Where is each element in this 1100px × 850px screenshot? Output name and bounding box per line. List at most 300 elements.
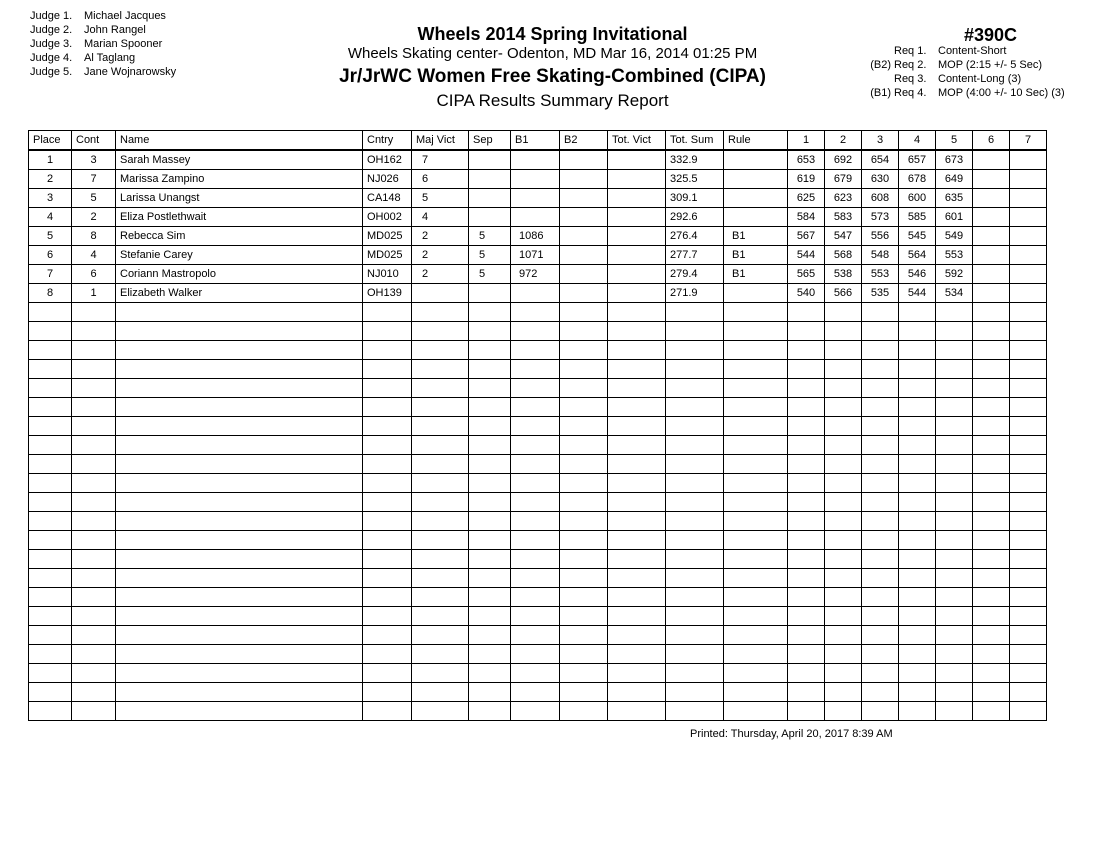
table-cell (469, 341, 511, 360)
table-cell (724, 284, 788, 303)
table-cell (560, 645, 608, 664)
table-cell (511, 550, 560, 569)
table-cell (511, 360, 560, 379)
table-cell (511, 702, 560, 721)
table-cell (788, 702, 825, 721)
table-cell: 630 (862, 170, 899, 189)
table-cell (973, 189, 1010, 208)
table-cell: 592 (936, 265, 973, 284)
table-cell (788, 379, 825, 398)
table-cell (973, 398, 1010, 417)
printed-timestamp: Printed: Thursday, April 20, 2017 8:39 AM (690, 728, 893, 740)
table-cell (724, 512, 788, 531)
table-cell (469, 303, 511, 322)
table-cell: 573 (862, 208, 899, 227)
table-cell (608, 664, 666, 683)
table-cell (973, 455, 1010, 474)
judge-label: Judge 4. (30, 52, 73, 64)
result-row (29, 150, 1047, 170)
table-cell (560, 569, 608, 588)
table-cell (973, 436, 1010, 455)
table-cell (1010, 474, 1047, 493)
table-cell (1010, 303, 1047, 322)
table-cell (608, 360, 666, 379)
table-cell (899, 702, 936, 721)
requirement-entry (860, 86, 1065, 100)
table-cell (666, 588, 724, 607)
table-cell (788, 474, 825, 493)
column-header: Sep (469, 131, 511, 151)
table-cell (1010, 341, 1047, 360)
result-row (29, 227, 1047, 246)
table-cell (936, 493, 973, 512)
table-cell (862, 360, 899, 379)
column-header: 7 (1010, 131, 1047, 151)
table-cell (412, 569, 469, 588)
table-cell (1010, 360, 1047, 379)
empty-row (29, 417, 1047, 436)
table-cell (788, 455, 825, 474)
empty-row (29, 645, 1047, 664)
table-cell (116, 455, 363, 474)
table-cell (825, 493, 862, 512)
table-cell (936, 588, 973, 607)
table-cell (560, 702, 608, 721)
table-cell (973, 512, 1010, 531)
table-cell (560, 208, 608, 227)
table-cell: 678 (899, 170, 936, 189)
table-cell (72, 512, 116, 531)
table-cell (363, 550, 412, 569)
table-cell (116, 379, 363, 398)
column-header: Cont (72, 131, 116, 151)
table-cell (511, 379, 560, 398)
table-cell (608, 189, 666, 208)
table-cell (899, 436, 936, 455)
table-cell (412, 683, 469, 702)
table-cell (936, 550, 973, 569)
table-cell (560, 588, 608, 607)
requirement-text: Content-Long (3) (938, 73, 1022, 85)
table-cell (825, 341, 862, 360)
judge-entry (30, 37, 176, 51)
table-cell (29, 341, 72, 360)
table-cell: 2 (412, 227, 469, 246)
table-cell (116, 683, 363, 702)
table-cell (511, 341, 560, 360)
table-cell (412, 493, 469, 512)
table-cell (29, 474, 72, 493)
table-cell (862, 683, 899, 702)
table-cell (608, 493, 666, 512)
table-cell (825, 702, 862, 721)
table-cell (608, 474, 666, 493)
table-cell: 619 (788, 170, 825, 189)
table-cell (724, 189, 788, 208)
table-cell: 5 (29, 227, 72, 246)
table-cell (412, 474, 469, 493)
empty-row (29, 607, 1047, 626)
table-cell (469, 626, 511, 645)
table-header-row (29, 131, 1047, 151)
table-cell (560, 284, 608, 303)
table-cell (608, 607, 666, 626)
table-cell (116, 550, 363, 569)
table-cell (1010, 246, 1047, 265)
table-cell (608, 170, 666, 189)
table-cell (363, 512, 412, 531)
table-cell (363, 569, 412, 588)
table-cell (724, 455, 788, 474)
table-cell (469, 645, 511, 664)
table-cell (29, 664, 72, 683)
table-cell (363, 474, 412, 493)
table-cell (862, 398, 899, 417)
table-cell: OH139 (363, 284, 412, 303)
table-cell: 549 (936, 227, 973, 246)
table-cell: 6 (29, 246, 72, 265)
table-cell: B1 (724, 265, 788, 284)
table-cell (825, 607, 862, 626)
table-cell (116, 436, 363, 455)
table-cell (560, 474, 608, 493)
table-cell (973, 417, 1010, 436)
table-cell (825, 664, 862, 683)
judge-label: Judge 3. (30, 38, 73, 50)
table-cell (469, 170, 511, 189)
table-cell (825, 455, 862, 474)
table-cell (412, 417, 469, 436)
table-cell: 271.9 (666, 284, 724, 303)
table-cell (825, 398, 862, 417)
table-cell: 553 (936, 246, 973, 265)
result-row (29, 284, 1047, 303)
table-cell (608, 436, 666, 455)
table-cell: 600 (899, 189, 936, 208)
table-cell (608, 379, 666, 398)
table-cell (72, 588, 116, 607)
judge-label: Judge 5. (30, 66, 73, 78)
empty-row (29, 360, 1047, 379)
table-cell (1010, 645, 1047, 664)
requirements-list (860, 44, 1065, 100)
table-cell (29, 550, 72, 569)
judge-name: Marian Spooner (84, 38, 163, 50)
table-cell (1010, 550, 1047, 569)
table-cell (936, 607, 973, 626)
table-cell (560, 265, 608, 284)
table-cell (936, 455, 973, 474)
table-cell (511, 512, 560, 531)
table-cell: 7 (412, 150, 469, 170)
table-cell: 4 (29, 208, 72, 227)
table-cell (511, 683, 560, 702)
table-cell (469, 588, 511, 607)
table-cell (469, 398, 511, 417)
table-cell (1010, 284, 1047, 303)
table-cell (469, 208, 511, 227)
table-cell (666, 512, 724, 531)
table-cell (973, 493, 1010, 512)
table-cell (72, 626, 116, 645)
empty-row (29, 322, 1047, 341)
table-cell (363, 360, 412, 379)
table-cell (724, 588, 788, 607)
requirement-label: Req 1. (894, 45, 927, 57)
table-cell: 1 (72, 284, 116, 303)
column-header: 6 (973, 131, 1010, 151)
table-cell (1010, 150, 1047, 170)
table-cell (363, 645, 412, 664)
table-cell (825, 645, 862, 664)
table-cell (899, 512, 936, 531)
table-cell (608, 341, 666, 360)
table-cell (511, 474, 560, 493)
table-cell (862, 379, 899, 398)
table-cell (363, 379, 412, 398)
table-cell: 309.1 (666, 189, 724, 208)
empty-row (29, 398, 1047, 417)
table-cell (116, 512, 363, 531)
table-cell (469, 683, 511, 702)
table-cell (666, 569, 724, 588)
table-cell (724, 664, 788, 683)
table-cell (29, 360, 72, 379)
table-cell (936, 702, 973, 721)
column-header: Place (29, 131, 72, 151)
table-cell (1010, 569, 1047, 588)
table-cell (560, 379, 608, 398)
table-cell (666, 531, 724, 550)
table-cell (29, 531, 72, 550)
table-cell (973, 550, 1010, 569)
table-cell (363, 588, 412, 607)
table-cell (29, 322, 72, 341)
table-cell (116, 702, 363, 721)
table-cell (511, 208, 560, 227)
table-cell (862, 436, 899, 455)
table-cell (936, 417, 973, 436)
table-cell (936, 683, 973, 702)
table-cell (560, 550, 608, 569)
empty-row (29, 303, 1047, 322)
table-cell (412, 322, 469, 341)
judge-name: Michael Jacques (84, 10, 166, 22)
table-cell (469, 512, 511, 531)
table-cell (469, 379, 511, 398)
table-cell (511, 150, 560, 170)
table-cell (469, 702, 511, 721)
table-cell (560, 531, 608, 550)
table-cell (72, 569, 116, 588)
table-cell (862, 341, 899, 360)
column-header: Rule (724, 131, 788, 151)
judge-label: Judge 2. (30, 24, 73, 36)
table-cell (973, 664, 1010, 683)
table-cell (825, 303, 862, 322)
table-cell (469, 569, 511, 588)
table-cell (608, 702, 666, 721)
table-cell (469, 189, 511, 208)
table-cell (724, 531, 788, 550)
table-cell (862, 493, 899, 512)
table-cell: 540 (788, 284, 825, 303)
table-cell (363, 455, 412, 474)
table-cell: MD025 (363, 227, 412, 246)
table-cell (666, 341, 724, 360)
table-cell (412, 588, 469, 607)
table-cell (560, 360, 608, 379)
table-cell (608, 265, 666, 284)
requirement-label: Req 3. (894, 73, 927, 85)
table-cell: Marissa Zampino (116, 170, 363, 189)
table-cell (560, 512, 608, 531)
result-row (29, 265, 1047, 284)
table-cell (29, 607, 72, 626)
table-cell (936, 322, 973, 341)
table-cell (788, 664, 825, 683)
table-cell (862, 607, 899, 626)
column-header: B2 (560, 131, 608, 151)
table-cell (825, 531, 862, 550)
table-cell: 654 (862, 150, 899, 170)
table-cell: 277.7 (666, 246, 724, 265)
table-cell (511, 436, 560, 455)
table-cell: 623 (825, 189, 862, 208)
table-cell (469, 493, 511, 512)
table-cell (511, 284, 560, 303)
table-cell (825, 360, 862, 379)
table-cell (899, 569, 936, 588)
table-cell (363, 436, 412, 455)
table-cell (973, 588, 1010, 607)
table-cell (899, 455, 936, 474)
table-cell (511, 455, 560, 474)
table-cell (973, 208, 1010, 227)
table-cell: 7 (29, 265, 72, 284)
table-cell (1010, 588, 1047, 607)
table-cell: NJ026 (363, 170, 412, 189)
table-cell (862, 417, 899, 436)
table-cell (899, 322, 936, 341)
table-cell (29, 702, 72, 721)
table-cell: CA148 (363, 189, 412, 208)
table-cell (608, 683, 666, 702)
table-cell (560, 417, 608, 436)
table-cell (724, 417, 788, 436)
table-cell (666, 702, 724, 721)
table-cell: 556 (862, 227, 899, 246)
table-cell (666, 303, 724, 322)
table-cell (1010, 512, 1047, 531)
empty-row (29, 436, 1047, 455)
table-cell (899, 607, 936, 626)
table-cell (862, 322, 899, 341)
table-cell: 584 (788, 208, 825, 227)
table-cell (936, 626, 973, 645)
judges-list (30, 9, 176, 79)
empty-row (29, 531, 1047, 550)
table-cell (788, 493, 825, 512)
table-cell (608, 150, 666, 170)
table-cell (666, 398, 724, 417)
judge-entry (30, 65, 176, 79)
table-cell (862, 550, 899, 569)
table-cell (1010, 436, 1047, 455)
table-cell (412, 360, 469, 379)
table-cell: 5 (72, 189, 116, 208)
table-cell (29, 645, 72, 664)
table-cell (825, 417, 862, 436)
table-cell (724, 607, 788, 626)
table-cell (724, 303, 788, 322)
table-cell (412, 645, 469, 664)
table-cell (666, 626, 724, 645)
table-cell (973, 683, 1010, 702)
table-cell (363, 417, 412, 436)
table-cell (72, 455, 116, 474)
table-cell (936, 303, 973, 322)
table-cell: Larissa Unangst (116, 189, 363, 208)
table-cell (899, 550, 936, 569)
table-cell (72, 531, 116, 550)
table-cell (862, 645, 899, 664)
table-cell (724, 493, 788, 512)
table-cell: 4 (412, 208, 469, 227)
table-cell (469, 474, 511, 493)
table-cell (511, 588, 560, 607)
table-cell (862, 588, 899, 607)
result-row (29, 208, 1047, 227)
table-cell: 5 (469, 227, 511, 246)
table-cell: 1 (29, 150, 72, 170)
empty-row (29, 512, 1047, 531)
table-cell (724, 702, 788, 721)
table-cell (608, 512, 666, 531)
table-cell (412, 626, 469, 645)
table-cell: 635 (936, 189, 973, 208)
table-cell (1010, 208, 1047, 227)
table-cell: 564 (899, 246, 936, 265)
table-cell (1010, 322, 1047, 341)
empty-row (29, 588, 1047, 607)
requirement-entry (860, 72, 1065, 86)
table-cell (608, 455, 666, 474)
table-cell (666, 455, 724, 474)
table-cell: 7 (72, 170, 116, 189)
table-cell (788, 569, 825, 588)
table-cell (116, 664, 363, 683)
judge-name: John Rangel (84, 24, 146, 36)
table-cell (666, 436, 724, 455)
table-cell (29, 417, 72, 436)
table-cell (560, 322, 608, 341)
table-cell (973, 303, 1010, 322)
table-cell (116, 569, 363, 588)
table-cell (899, 683, 936, 702)
table-cell (560, 398, 608, 417)
table-cell (666, 550, 724, 569)
table-cell (72, 607, 116, 626)
table-cell (936, 379, 973, 398)
table-cell (511, 493, 560, 512)
table-cell (560, 150, 608, 170)
table-cell (788, 607, 825, 626)
table-cell (788, 322, 825, 341)
table-cell (899, 398, 936, 417)
table-cell (72, 379, 116, 398)
table-cell (788, 303, 825, 322)
